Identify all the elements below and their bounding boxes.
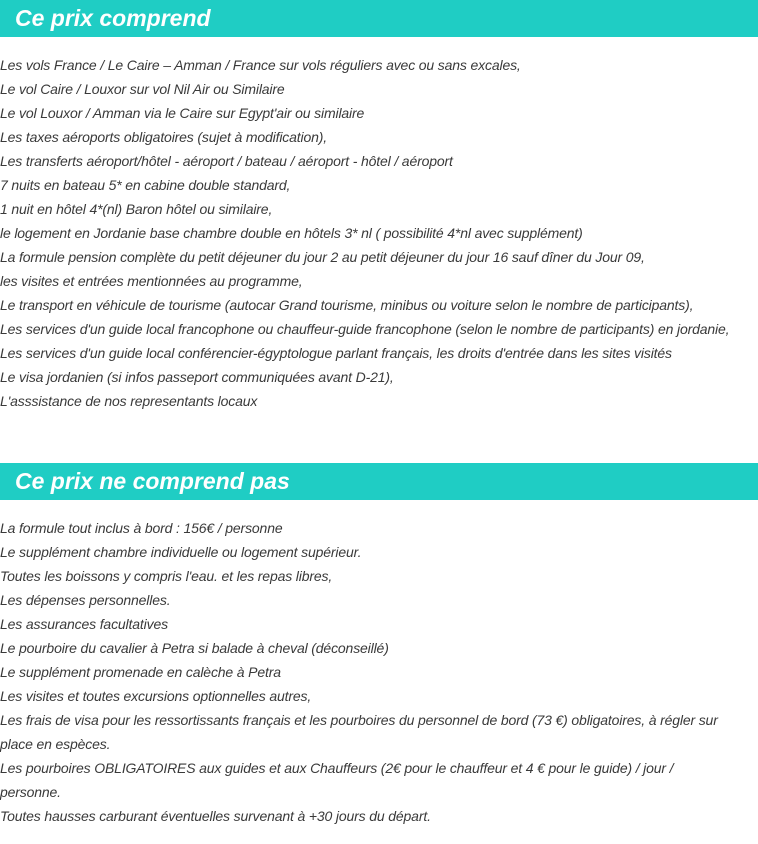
excluded-item: La formule tout inclus à bord : 156€ / personne: [0, 520, 283, 536]
included-item: les visites et entrées mentionnées au programme,: [0, 273, 303, 289]
included-item: Les transferts aéroport/hôtel - aéroport / bateau / aéroport - hôtel / aéroport: [0, 153, 453, 169]
excluded-item: Le supplément promenade en calèche à Petra: [0, 664, 281, 680]
excluded-item: Les visites et toutes excursions optionnelles autres,: [0, 688, 312, 704]
excluded-section-title: Ce prix ne comprend pas: [15, 468, 290, 494]
included-item: Le visa jordanien (si infos passeport communiquées avant D-21),: [0, 369, 394, 385]
included-item: le logement en Jordanie base chambre double en hôtels 3* nl ( possibilité 4*nl avec supplément): [0, 225, 583, 241]
included-item: La formule pension complète du petit déjeuner du jour 2 au petit déjeuner du jour 16 sauf dîner du Jour 09,: [0, 249, 645, 265]
excluded-items-list: [0, 516, 758, 828]
excluded-item: Le supplément chambre individuelle ou logement supérieur.: [0, 544, 362, 560]
excluded-item: Les frais de visa pour les ressortissants français et les pourboires du personnel de bord (73 €) obligatoires, à régler sur place en espèces.: [0, 712, 718, 752]
included-item: Les vols France / Le Caire – Amman / France sur vols réguliers avec ou sans excales,: [0, 57, 521, 73]
excluded-item: Les pourboires OBLIGATOIRES aux guides et aux Chauffeurs (2€ pour le chauffeur et 4 € pour le guide) / jour / personne.: [0, 760, 674, 800]
included-item: Le vol Louxor / Amman via le Caire sur Egypt'air ou similaire: [0, 105, 365, 121]
excluded-item: Toutes les boissons y compris l'eau. et les repas libres,: [0, 568, 333, 584]
excluded-item: Les assurances facultatives: [0, 616, 168, 632]
included-items-list: [0, 53, 758, 413]
included-section-header: [0, 0, 758, 37]
included-item: Le transport en véhicule de tourisme (autocar Grand tourisme, minibus ou voiture selon le nombre de participants),: [0, 297, 694, 313]
excluded-item: Les dépenses personnelles.: [0, 592, 171, 608]
included-section-title: Ce prix comprend: [15, 5, 211, 31]
included-item: Les taxes aéroports obligatoires (sujet à modification),: [0, 129, 327, 145]
included-item: Les services d'un guide local francophone ou chauffeur-guide francophone (selon le nombre de participants) en jordanie,: [0, 321, 730, 337]
included-item: Les services d'un guide local conférencier-égyptologue parlant français, les droits d'entrée dans les sites visités: [0, 345, 672, 361]
excluded-item: Toutes hausses carburant éventuelles survenant à +30 jours du départ.: [0, 808, 431, 824]
included-item: L'asssistance de nos representants locaux: [0, 393, 258, 409]
included-item: Le vol Caire / Louxor sur vol Nil Air ou Similaire: [0, 81, 285, 97]
included-item: 1 nuit en hôtel 4*(nl) Baron hôtel ou similaire,: [0, 201, 273, 217]
excluded-section-header: [0, 463, 758, 500]
included-item: 7 nuits en bateau 5* en cabine double standard,: [0, 177, 291, 193]
excluded-item: Le pourboire du cavalier à Petra si balade à cheval (déconseillé): [0, 640, 389, 656]
